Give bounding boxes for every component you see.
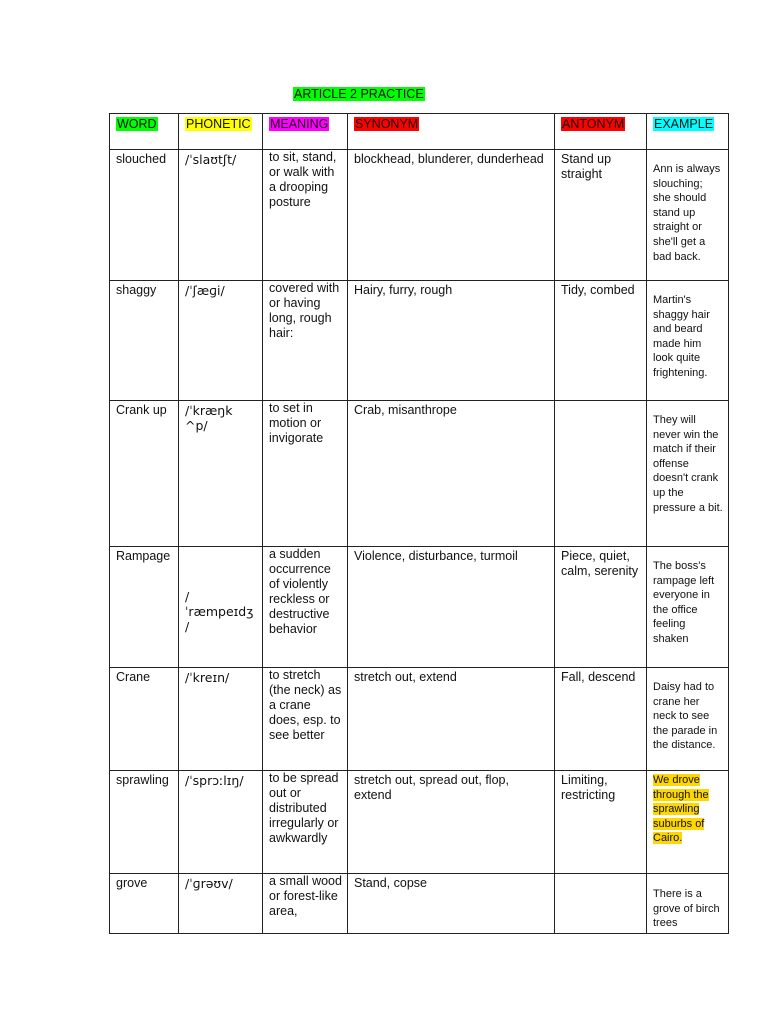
table-row xyxy=(110,281,729,401)
header-antonym xyxy=(555,114,647,150)
header-meaning xyxy=(263,114,348,150)
cell-antonym: Piece, quiet, calm, serenity xyxy=(555,547,647,668)
cell-example: The boss's rampage left everyone in the office feeling shaken xyxy=(647,547,729,668)
table-row xyxy=(110,150,729,281)
header-synonym xyxy=(348,114,555,150)
vocabulary-table xyxy=(109,113,729,934)
cell-word: sprawling xyxy=(110,771,179,874)
cell-phonetic: /ˈʃæɡi/ xyxy=(179,281,263,401)
table-header-row xyxy=(110,114,729,150)
cell-meaning: to set in motion or invigorate xyxy=(263,401,348,547)
cell-example: They will never win the match if their offense doesn't crank up the pressure a bit. xyxy=(647,401,729,547)
cell-phonetic: /ˈsprɔːlɪŋ/ xyxy=(179,771,263,874)
cell-meaning: to be spread out or distributed irregularly or awkwardly xyxy=(263,771,348,874)
cell-synonym: stretch out, spread out, flop, extend xyxy=(348,771,555,874)
cell-word: grove xyxy=(110,874,179,934)
cell-antonym: Limiting, restricting xyxy=(555,771,647,874)
cell-synonym: Stand, copse xyxy=(348,874,555,934)
table-row xyxy=(110,401,729,547)
cell-antonym: Stand up straight xyxy=(555,150,647,281)
cell-word: Rampage xyxy=(110,547,179,668)
cell-synonym: Crab, misanthrope xyxy=(348,401,555,547)
header-example xyxy=(647,114,729,150)
cell-antonym: Tidy, combed xyxy=(555,281,647,401)
cell-meaning: a sudden occurrence of violently reckless or destructive behavior xyxy=(263,547,348,668)
page-title xyxy=(292,87,426,102)
page-title-text: ARTICLE 2 PRACTICE xyxy=(294,87,424,101)
table-row xyxy=(110,547,729,668)
header-word xyxy=(110,114,179,150)
cell-phonetic: /ˈræmpeɪdʒ/ xyxy=(179,547,263,668)
cell-word: shaggy xyxy=(110,281,179,401)
header-label: ANTONYM xyxy=(562,117,625,131)
cell-phonetic: /ˈkreɪn/ xyxy=(179,668,263,771)
cell-antonym xyxy=(555,401,647,547)
cell-synonym: blockhead, blunderer, dunderhead xyxy=(348,150,555,281)
table-row xyxy=(110,771,729,874)
cell-word: Crane xyxy=(110,668,179,771)
header-label: WORD xyxy=(117,117,157,131)
cell-example: There is a grove of birch trees xyxy=(647,874,729,934)
cell-phonetic: /ˈkræŋk ^p/ xyxy=(179,401,263,547)
header-phonetic xyxy=(179,114,263,150)
cell-antonym xyxy=(555,874,647,934)
cell-example: Ann is always slouching; she should stand up straight or she'll get a bad back. xyxy=(647,150,729,281)
header-label: MEANING xyxy=(270,117,329,131)
cell-example: Daisy had to crane her neck to see the parade in the distance. xyxy=(647,668,729,771)
cell-phonetic: /ˈɡrəʊv/ xyxy=(179,874,263,934)
cell-antonym: Fall, descend xyxy=(555,668,647,771)
cell-word: slouched xyxy=(110,150,179,281)
cell-example xyxy=(647,771,729,874)
cell-meaning: to stretch (the neck) as a crane does, esp. to see better xyxy=(263,668,348,771)
cell-synonym: stretch out, extend xyxy=(348,668,555,771)
highlighted-example: We drove through the sprawling suburbs of Cairo. xyxy=(653,774,709,845)
cell-meaning: covered with or having long, rough hair: xyxy=(263,281,348,401)
cell-meaning: a small wood or forest-like area, xyxy=(263,874,348,934)
cell-phonetic: /ˈslaʊtʃt/ xyxy=(179,150,263,281)
table-row xyxy=(110,668,729,771)
cell-synonym: Violence, disturbance, turmoil xyxy=(348,547,555,668)
cell-word: Crank up xyxy=(110,401,179,547)
cell-meaning: to sit, stand, or walk with a drooping posture xyxy=(263,150,348,281)
table-row xyxy=(110,874,729,934)
header-label: SYNONYM xyxy=(355,117,419,131)
header-label: PHONETIC xyxy=(186,117,251,131)
header-label: EXAMPLE xyxy=(654,117,714,131)
cell-synonym: Hairy, furry, rough xyxy=(348,281,555,401)
cell-example: Martin's shaggy hair and beard made him look quite frightening. xyxy=(647,281,729,401)
